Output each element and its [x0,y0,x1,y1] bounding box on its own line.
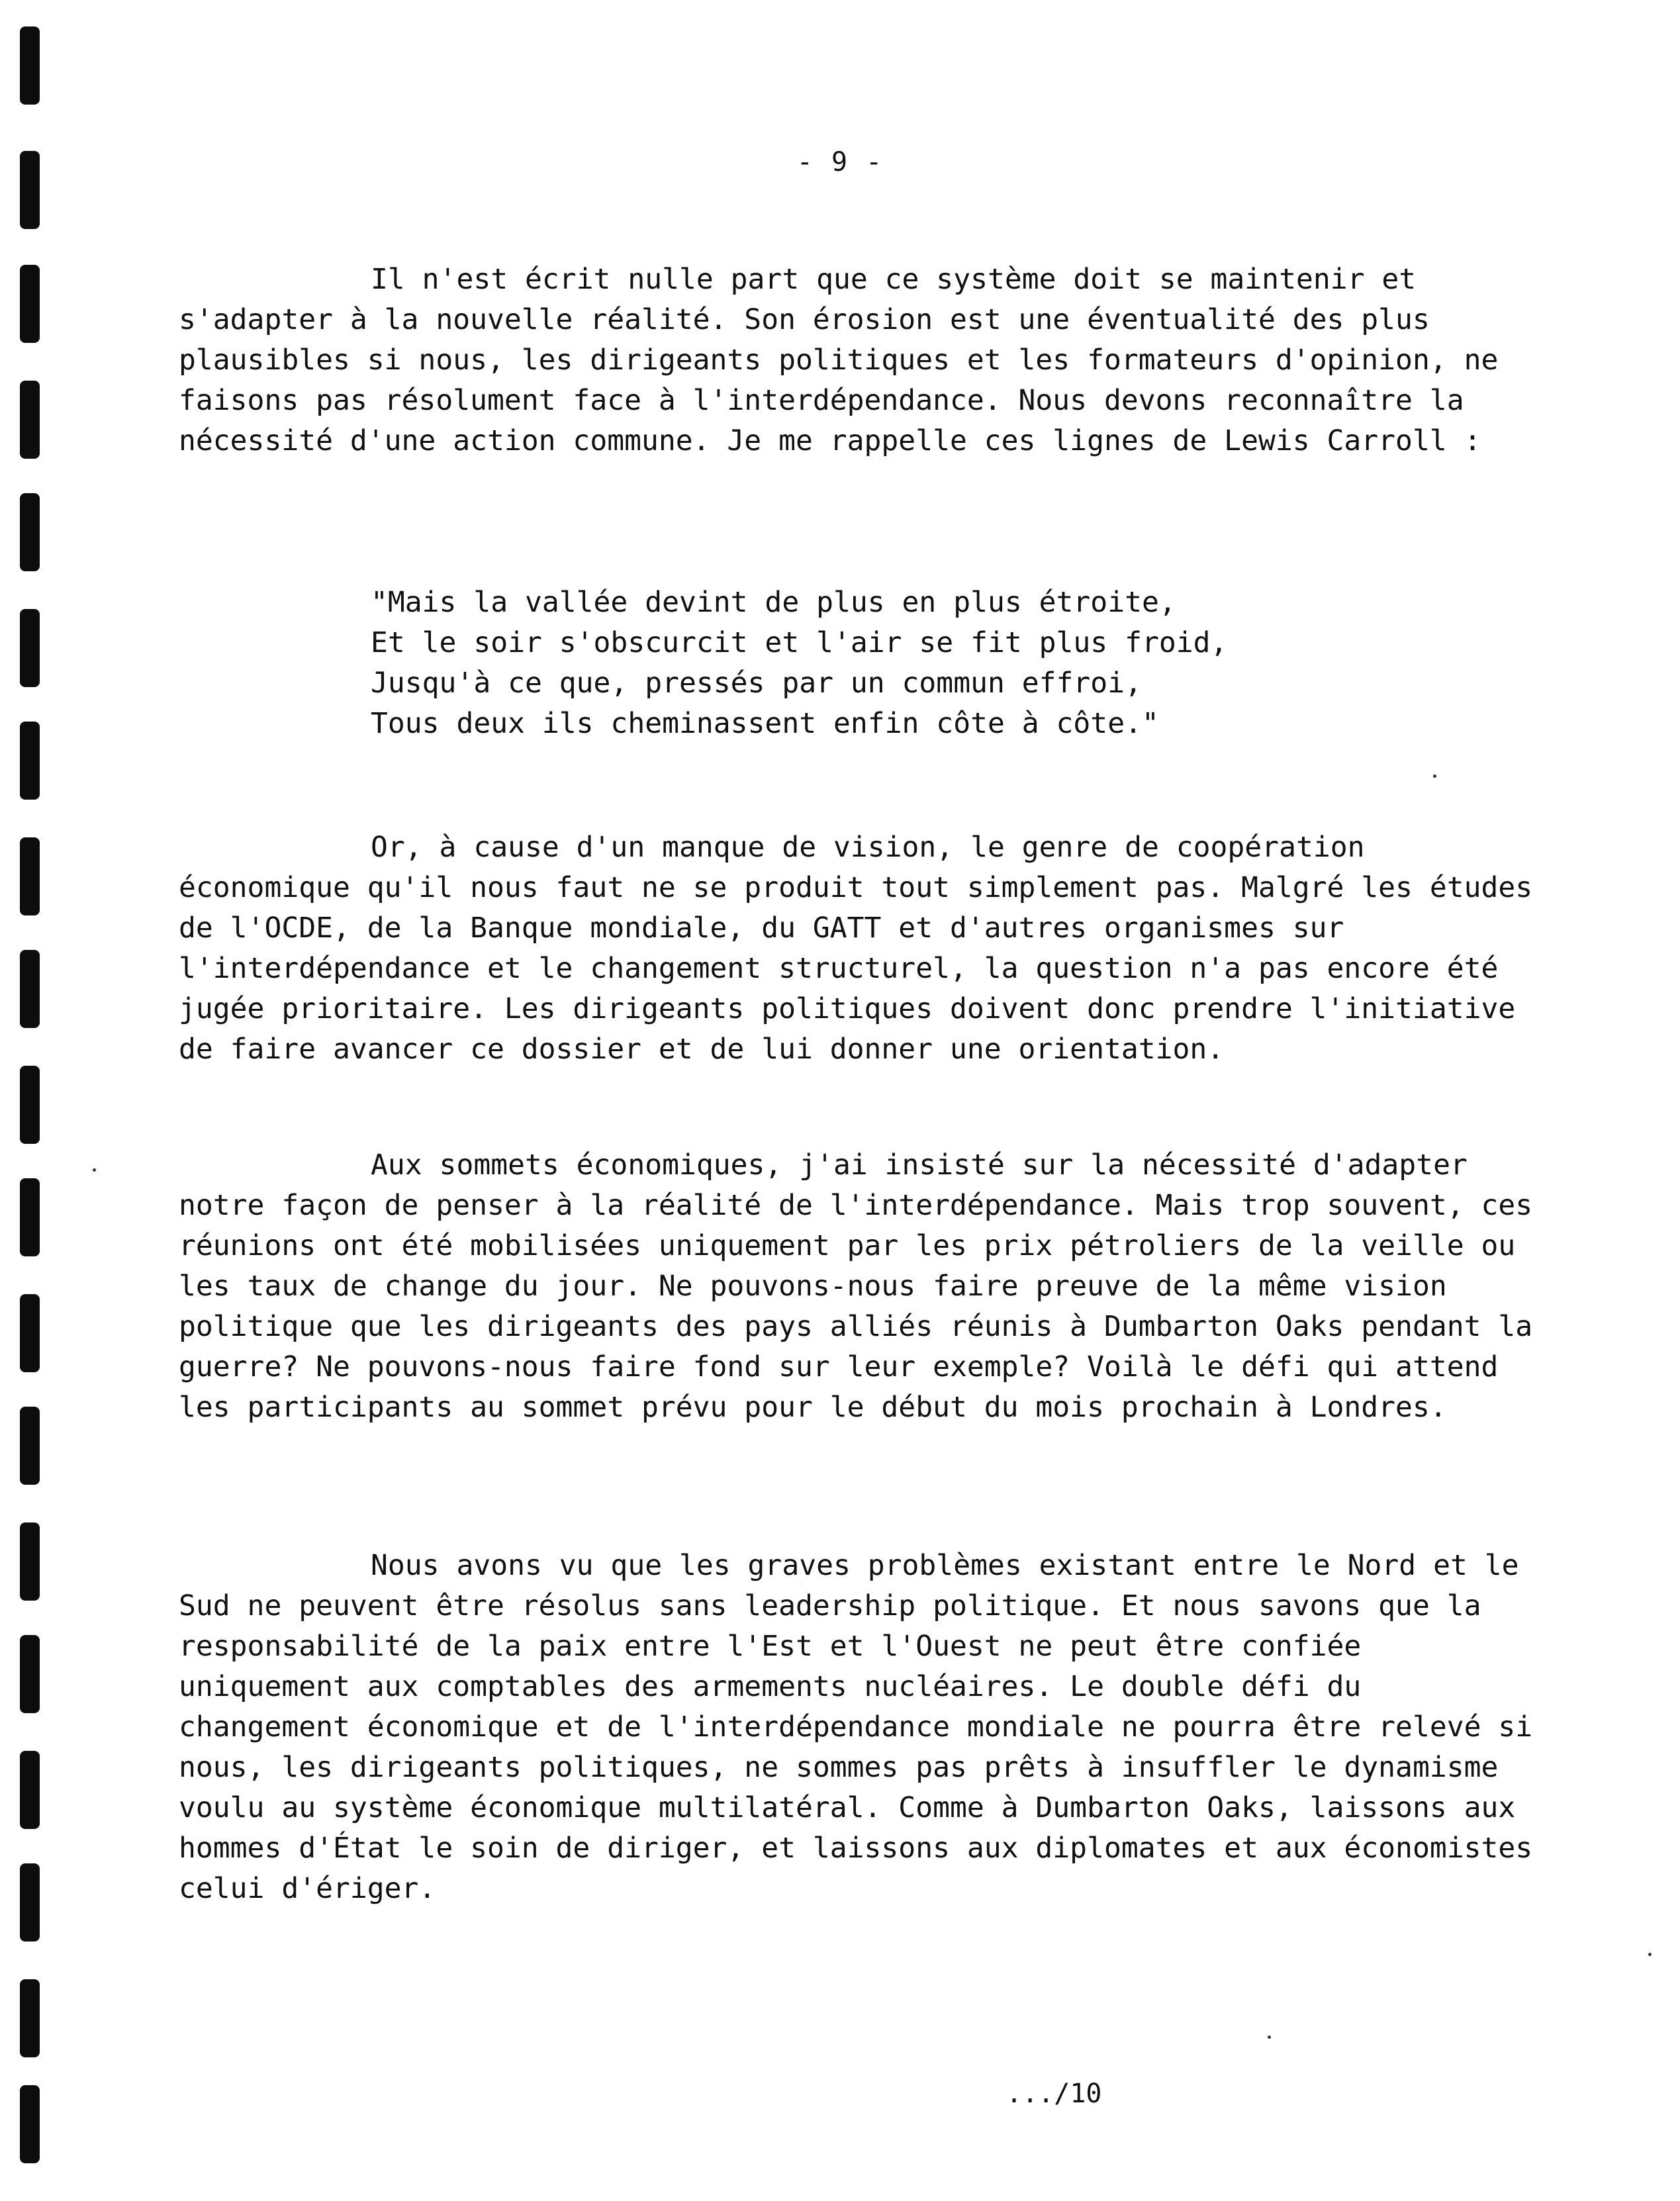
binder-hole [20,265,40,343]
binder-hole [20,1751,40,1829]
paragraph-2: Or, à cause d'un manque de vision, le genre de coopération économique qu'il nous faut ne se produit tout simplement pas. Malgré les études de l'OCDE, de la Banque mondiale, du GATT et d'autres organismes sur l'interdépendance et le changement structurel, la question n'a pas encore été jugée prioritaire. Les dirigeants politiques doivent donc prendre l'initiative de faire avancer ce dossier et de lui donner une orientation. [179,831,1533,1066]
binder-hole [20,2085,40,2163]
quote-line: Tous deux ils cheminassent enfin côte à côte." [371,707,1159,740]
binder-hole [20,1178,40,1256]
binder-hole [20,1979,40,2057]
scan-speck [1648,1953,1652,1956]
scan-speck [1433,774,1436,778]
page-number: - 9 - [796,147,884,177]
binder-hole [20,1407,40,1485]
poem-quote [371,583,1496,744]
binder-hole [20,722,40,800]
paragraph-3: Aux sommets économiques, j'ai insisté sur la nécessité d'adapter notre façon de penser à la réalité de l'interdépendance. Mais trop souvent, ces réunions ont été mobilisées uniquement par les prix pétroliers de la veille ou les taux de change du jour. Ne pouvons-nous faire preuve de la même vision politique que les dirigeants des pays alliés réunis à Dumbarton Oaks pendant la guerre? Ne pouvons-nous faire fond sur leur exemple? Voilà le défi qui attend les participants au sommet prévu pour le début du mois prochain à Londres. [179,1148,1533,1424]
quote-line: "Mais la vallée devint de plus en plus étroite, [371,586,1176,619]
binder-hole [20,1522,40,1601]
continuation-marker: .../10 [1006,2079,1102,2109]
scan-speck [93,1168,96,1172]
binder-hole [20,1066,40,1144]
quote-line: Et le soir s'obscurcit et l'air se fit plus froid, [371,626,1228,659]
binder-holes [20,26,46,2178]
scan-speck [1268,2036,1271,2039]
binder-hole [20,1863,40,1942]
binder-hole [20,950,40,1028]
quote-line: Jusqu'à ce que, pressés par un commun effroi, [371,667,1142,700]
binder-hole [20,609,40,687]
binder-hole [20,1635,40,1713]
binder-hole [20,493,40,571]
paragraph-4: Nous avons vu que les graves problèmes existant entre le Nord et le Sud ne peuvent être résolus sans leadership politique. Et nous savons que la responsabilité de la paix entre l'Est et l'Ouest ne peut être confiée uniquement aux comptables des armements nucléaires. Le double défi du changement économique et de l'interdépendance mondiale ne pourra être relevé si nous, les dirigeants politiques, ne sommes pas prêts à insuffler le dynamisme voulu au système économique multilatéral. Comme à Dumbarton Oaks, laissons aux hommes d'État le soin de diriger, et laissons aux diplomates et aux économistes celui d'ériger. [179,1549,1533,1905]
paragraph-1: Il n'est écrit nulle part que ce système doit se maintenir et s'adapter à la nouvelle réalité. Son érosion est une éventualité des plus plausibles si nous, les dirigeants politiques et les formateurs d'opinion, ne faisons pas résolument face à l'interdépendance. Nous devons reconnaître la nécessité d'une action commune. Je me rappelle ces lignes de Lewis Carroll : [179,263,1499,457]
binder-hole [20,1294,40,1372]
binder-hole [20,26,40,105]
binder-hole [20,381,40,459]
binder-hole [20,837,40,915]
